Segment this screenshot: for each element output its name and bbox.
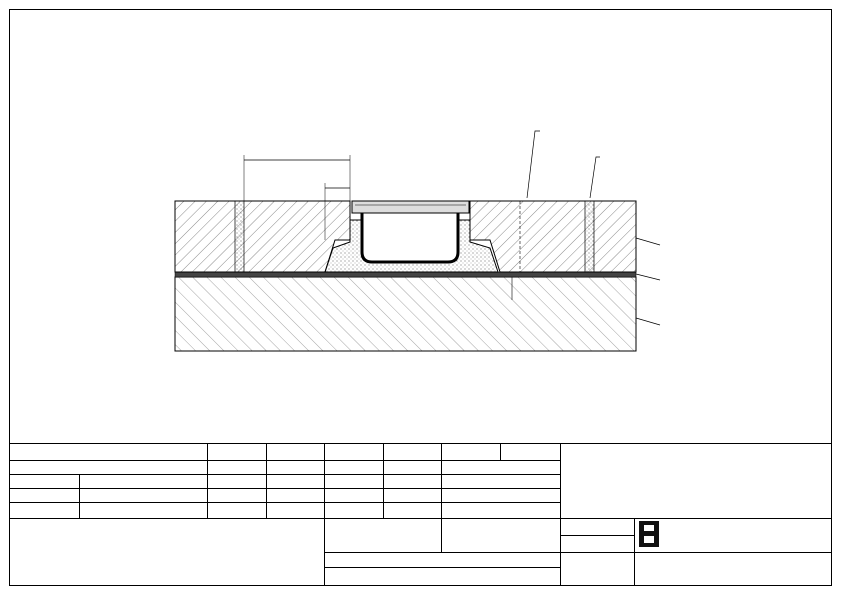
channel-body: [362, 212, 458, 262]
seal-layer: [175, 272, 636, 277]
expansion-joint-left: [235, 201, 244, 272]
cement-floor-left: [175, 201, 350, 272]
hauraton-logo-mark: [639, 521, 659, 547]
expansion-joint-right: [585, 201, 594, 272]
floor-slab: [175, 277, 636, 351]
channel-grate: [352, 201, 469, 213]
title-block: [9, 443, 832, 586]
